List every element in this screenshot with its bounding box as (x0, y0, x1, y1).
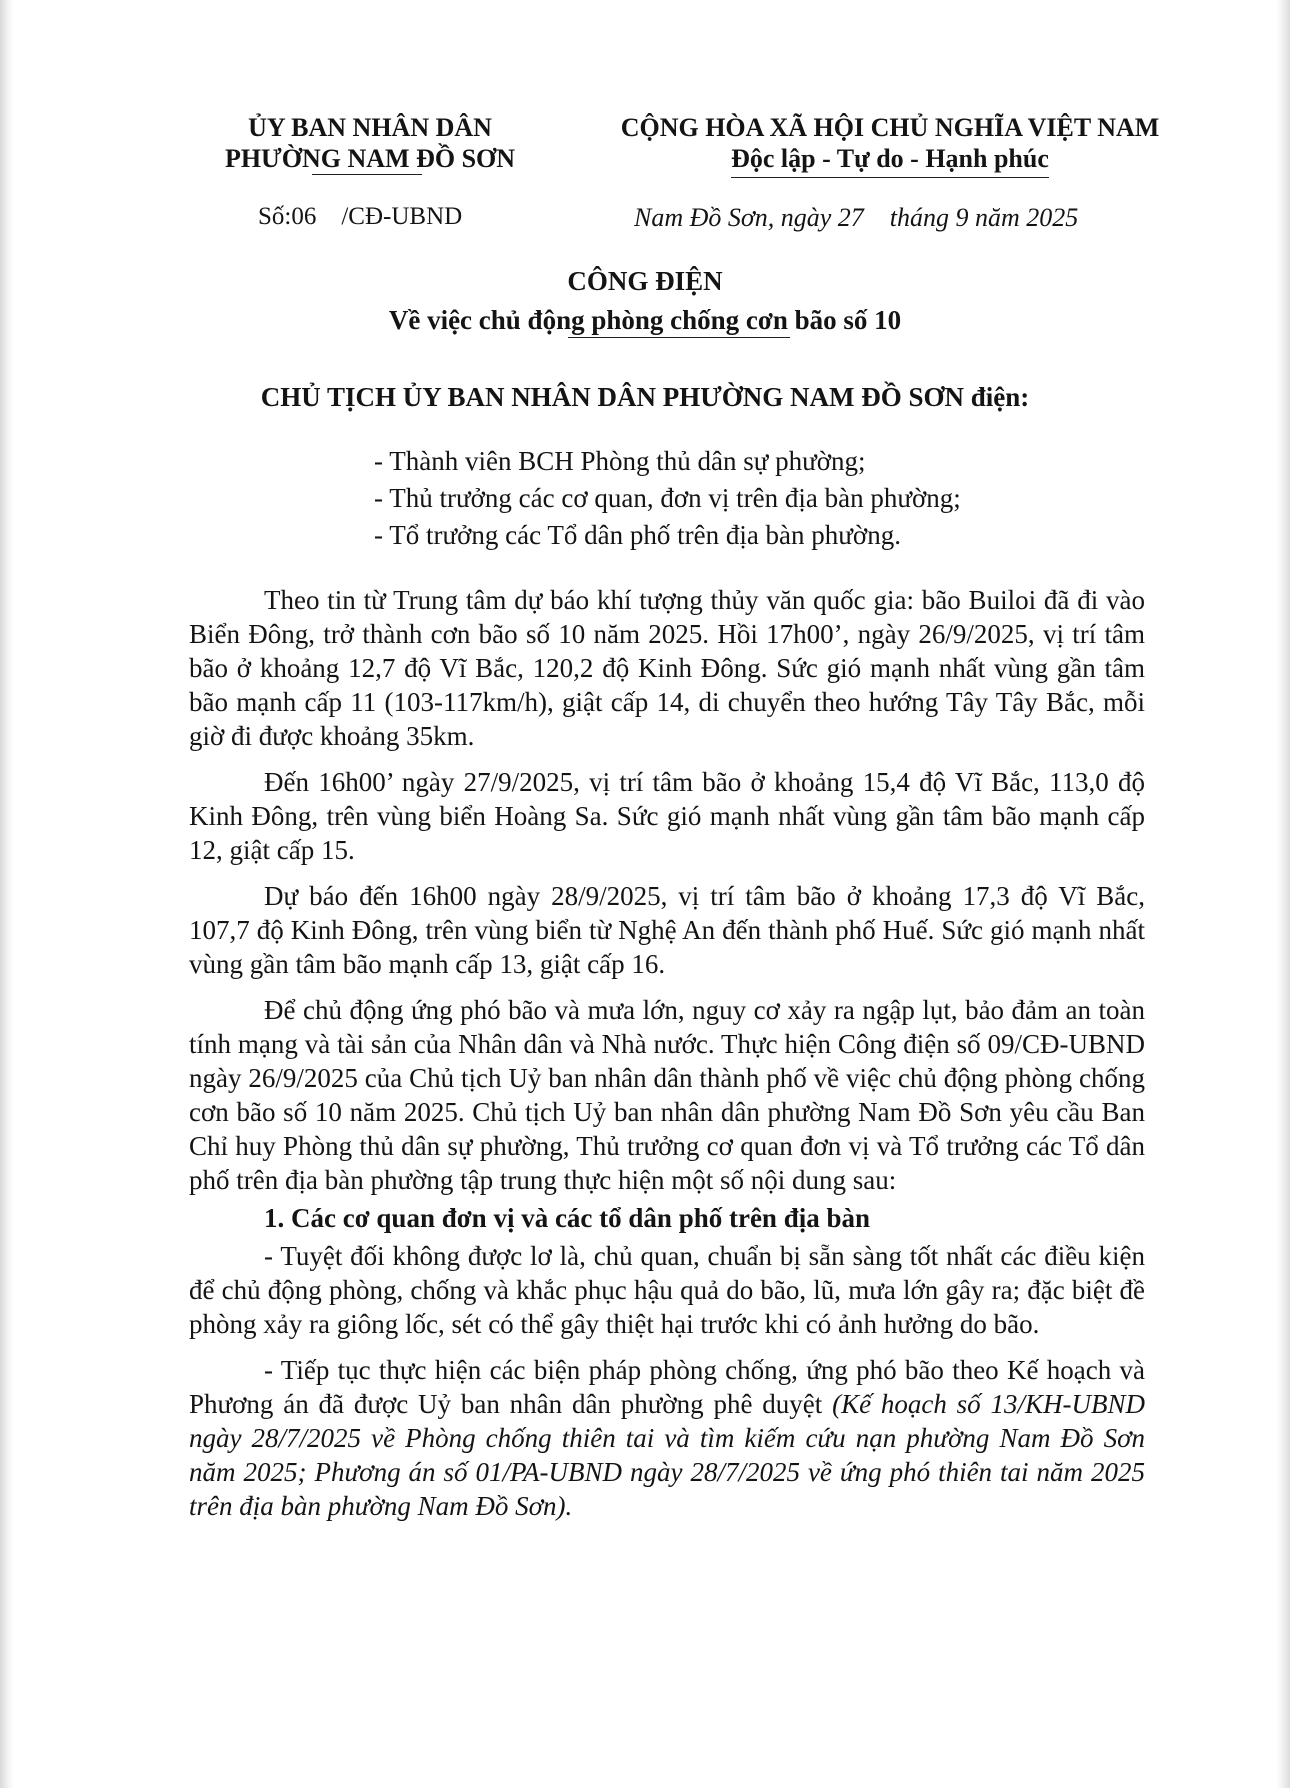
national-motto (600, 112, 1180, 178)
motto-line: Độc lập - Tự do - Hạnh phúc (731, 143, 1049, 178)
sender-line: CHỦ TỊCH ỦY BAN NHÂN DÂN PHƯỜNG NAM ĐỒ SƠN điện: (260, 382, 1030, 412)
recipient-item: - Thành viên BCH Phòng thủ dân sự phường; (374, 446, 866, 476)
document-body (189, 583, 1145, 1535)
body-paragraph: Để chủ động ứng phó bão và mưa lớn, nguy cơ xảy ra ngập lụt, bảo đảm an toàn tính mạng và tài sản của Nhân dân và Nhà nước. Thực hiện Công điện số 09/CĐ-UBND ngày 26/9/2025 của Chủ tịch Uỷ ban nhân dân thành phố về việc chủ động phòng chống cơn bão số 10 năm 2025. Chủ tịch Uỷ ban nhân dân phường Nam Đồ Sơn yêu cầu Ban Chỉ huy Phòng thủ dân sự phường, Thủ trưởng cơ quan đơn vị và Tổ trưởng các Tổ dân phố trên địa bàn phường tập trung thực hiện một số nội dung sau: (189, 995, 1145, 1195)
agency-underline (312, 174, 422, 175)
section-item (189, 1353, 1145, 1523)
document-type-title: CÔNG ĐIỆN (567, 266, 723, 296)
agency-name: ỦY BAN NHÂN DÂN (248, 113, 492, 142)
section-item-text: - Tiếp tục thực hiện các biện pháp phòng chống, ứng phó bão theo Kế hoạch và Phương án đã được Uỷ ban nhân dân phường phê duyệt (189, 1355, 1145, 1419)
country-name: CỘNG HÒA XÃ HỘI CHỦ NGHĨA VIỆT NAM (620, 113, 1160, 142)
body-paragraph: Dự báo đến 16h00 ngày 28/9/2025, vị trí tâm bão ở khoảng 17,3 độ Vĩ Bắc, 107,7 độ Kinh Đông, trên vùng biển từ Nghệ An đến thành phố Huế. Sức gió mạnh nhất vùng gần tâm bão mạnh cấp 13, giật cấp 16. (189, 881, 1145, 979)
document-number: Số:06 /CĐ-UBND (258, 203, 463, 230)
section-item-reference: (Kế hoạch số 13/KH-UBND ngày 28/7/2025 về Phòng chống thiên tai và tìm kiếm cứu nạn phường Nam Đồ Sơn năm 2025; Phương án số 01/PA-UBND ngày 28/7/2025 về ứng phó thiên tai năm 2025 trên địa bàn phường Nam Đồ Sơn). (189, 1389, 1145, 1521)
body-paragraph: Đến 16h00’ ngày 27/9/2025, vị trí tâm bão ở khoảng 15,4 độ Vĩ Bắc, 113,0 độ Kinh Đông, trên vùng biển Hoàng Sa. Sức gió mạnh nhất vùng gần tâm bão mạnh cấp 12, giật cấp 15. (189, 767, 1145, 865)
ward-name: PHƯỜNG NAM ĐỒ SƠN (224, 144, 516, 173)
body-paragraph: Theo tin từ Trung tâm dự báo khí tượng thủy văn quốc gia: bão Builoi đã đi vào Biển Đông, trở thành cơn bão số 10 năm 2025. Hồi 17h00’, ngày 26/9/2025, vị trí tâm bão ở khoảng 12,7 độ Vĩ Bắc, 120,2 độ Kinh Đông. Sức gió mạnh nhất vùng gần tâm bão mạnh cấp 11 (103-117km/h), giật cấp 14, di chuyển theo hướng Tây Tây Bắc, mỗi giờ đi được khoảng 35km. (189, 585, 1145, 751)
recipient-list (374, 443, 961, 554)
recipient-item: - Tổ trưởng các Tổ dân phố trên địa bàn phường. (374, 520, 901, 550)
recipient-item: - Thủ trưởng các cơ quan, đơn vị trên địa bàn phường; (374, 483, 961, 513)
document-date: Nam Đồ Sơn, ngày 27 tháng 9 năm 2025 (634, 203, 1079, 232)
section-heading: 1. Các cơ quan đơn vị và các tổ dân phố trên địa bàn (264, 1203, 870, 1233)
subject-underline (568, 337, 790, 338)
document-subject: Về việc chủ động phòng chống cơn bão số 10 (388, 305, 902, 335)
issuing-agency (200, 112, 540, 174)
section-item: - Tuyệt đối không được lơ là, chủ quan, chuẩn bị sẵn sàng tốt nhất các điều kiện để chủ động phòng, chống và khắc phục hậu quả do bão, lũ, mưa lớn gây ra; đặc biệt đề phòng xảy ra giông lốc, sét có thể gây thiệt hại trước khi có ảnh hưởng do bão. (189, 1241, 1145, 1339)
